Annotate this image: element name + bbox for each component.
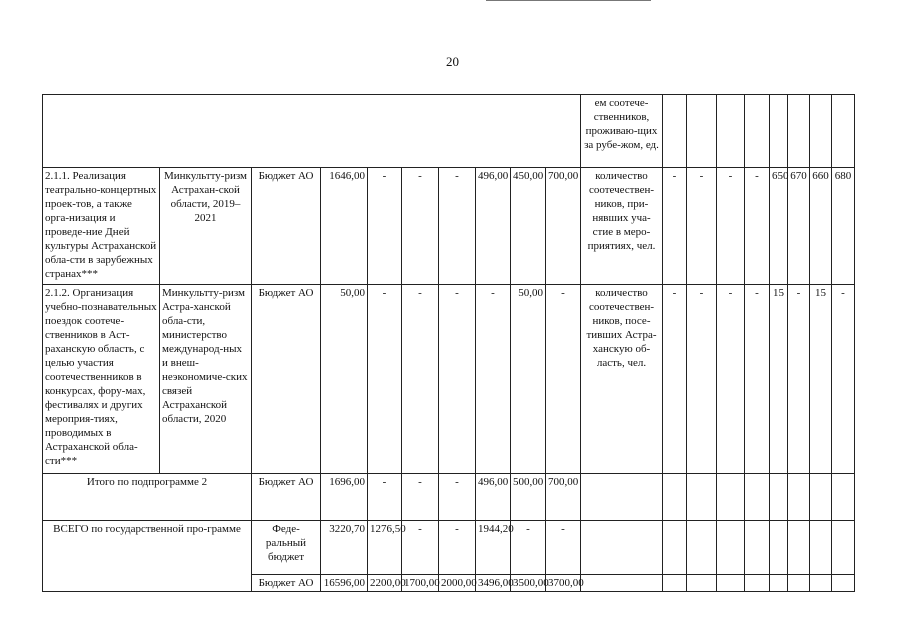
finance-total: 16596,00	[321, 575, 368, 592]
finance-total: 1696,00	[321, 474, 368, 521]
table-row	[43, 95, 855, 168]
finance-year: -	[402, 285, 439, 474]
finance-year: -	[402, 474, 439, 521]
source-cell: Бюджет АО	[252, 474, 321, 521]
finance-year: 50,00	[511, 285, 546, 474]
target-value: -	[788, 285, 810, 474]
table-row	[43, 285, 855, 474]
empty-cell	[687, 95, 717, 168]
empty-cell	[581, 575, 663, 592]
finance-year: 1944,20	[476, 521, 511, 575]
empty-cell	[788, 95, 810, 168]
finance-total: 50,00	[321, 285, 368, 474]
empty-cell	[745, 95, 770, 168]
empty-cell	[717, 95, 745, 168]
finance-year: -	[368, 474, 402, 521]
empty-cell	[770, 575, 788, 592]
empty-cell	[832, 575, 855, 592]
finance-year: -	[402, 521, 439, 575]
program-table	[42, 94, 855, 592]
target-value: 15	[810, 285, 832, 474]
measure-name: 2.1.2. Организация учебно-познавательных поездок соотече-ственников в Аст-раханскую область, с целью участия соотечественников в конкурсах, фору-мах, фестивалях и других мероприя-тиях, проводимых в Астраханской обла-сти***	[43, 285, 160, 474]
finance-year: -	[439, 168, 476, 285]
empty-cell	[770, 95, 788, 168]
finance-total: 3220,70	[321, 521, 368, 575]
target-value: -	[745, 168, 770, 285]
finance-year: 2000,00	[439, 575, 476, 592]
executor-cell: Минкультту-ризм Астра-ханской обла-сти, министерство международ-ных и внеш-неэкономиче-ских связей Астраханской области, 2020	[160, 285, 252, 474]
target-value: -	[832, 285, 855, 474]
finance-year: 496,00	[476, 474, 511, 521]
finance-year: 1700,00	[402, 575, 439, 592]
finance-year: 500,00	[511, 474, 546, 521]
target-value: -	[663, 285, 687, 474]
finance-year: -	[402, 168, 439, 285]
target-value: 660	[810, 168, 832, 285]
target-value: -	[717, 168, 745, 285]
finance-year: -	[439, 521, 476, 575]
empty-cell	[687, 521, 717, 575]
empty-cell	[745, 575, 770, 592]
empty-cell	[687, 474, 717, 521]
empty-cell	[770, 521, 788, 575]
target-value: -	[687, 285, 717, 474]
empty-cell	[717, 474, 745, 521]
empty-cell	[788, 474, 810, 521]
empty-cell	[663, 521, 687, 575]
target-value: -	[717, 285, 745, 474]
page-number: 20	[446, 54, 459, 69]
finance-year: -	[368, 168, 402, 285]
finance-year: -	[476, 285, 511, 474]
finance-year: 450,00	[511, 168, 546, 285]
header-rule	[486, 0, 651, 3]
empty-cell	[581, 521, 663, 575]
target-value: 15	[770, 285, 788, 474]
source-cell: Бюджет АО	[252, 285, 321, 474]
indicator-cell: количество соотечествен-ников, при-нявших уча-стие в меро-приятиях, чел.	[581, 168, 663, 285]
finance-year: -	[511, 521, 546, 575]
empty-cell	[810, 521, 832, 575]
finance-year: 700,00	[546, 474, 581, 521]
grand-total-label: ВСЕГО по государственной про-грамме	[43, 521, 252, 592]
empty-cell	[717, 521, 745, 575]
empty-cell	[745, 474, 770, 521]
empty-cell	[770, 474, 788, 521]
measure-name: 2.1.1. Реализация театрально-концертных проек-тов, а также орга-низация и проведе-ние Дней культуры Астраханской обла-сти в зарубежных странах***	[43, 168, 160, 285]
finance-year: 3700,00	[546, 575, 581, 592]
finance-year: 3500,00	[511, 575, 546, 592]
source-cell: Бюджет АО	[252, 575, 321, 592]
finance-year: -	[439, 474, 476, 521]
finance-year: -	[439, 285, 476, 474]
empty-cell	[810, 474, 832, 521]
total-row-federal	[43, 521, 855, 575]
empty-cell	[832, 521, 855, 575]
empty-cell	[832, 95, 855, 168]
empty-cell	[810, 95, 832, 168]
empty-cell	[788, 575, 810, 592]
target-value: 670	[788, 168, 810, 285]
empty-cell	[788, 521, 810, 575]
empty-cell	[663, 95, 687, 168]
source-cell: Бюджет АО	[252, 168, 321, 285]
finance-year: -	[368, 285, 402, 474]
target-value: 650	[770, 168, 788, 285]
empty-cell	[663, 474, 687, 521]
table-row	[43, 168, 855, 285]
finance-year: 2200,00	[368, 575, 402, 592]
finance-year: -	[546, 285, 581, 474]
indicator-cell: количество соотечествен-ников, посе-тивших Астра-ханскую об-ласть, чел.	[581, 285, 663, 474]
finance-year: 1276,50	[368, 521, 402, 575]
empty-cell	[663, 575, 687, 592]
executor-cell: Минкультту-ризм Астрахан-ской области, 2019–2021	[160, 168, 252, 285]
empty-cell	[581, 474, 663, 521]
finance-year: 3496,00	[476, 575, 511, 592]
target-value: -	[687, 168, 717, 285]
source-cell: Феде-ральный бюджет	[252, 521, 321, 575]
empty-cell	[810, 575, 832, 592]
finance-year: -	[546, 521, 581, 575]
finance-year: 700,00	[546, 168, 581, 285]
empty-cell	[745, 521, 770, 575]
subtotal-row	[43, 474, 855, 521]
target-value: 680	[832, 168, 855, 285]
target-value: -	[745, 285, 770, 474]
finance-year: 496,00	[476, 168, 511, 285]
target-value: -	[663, 168, 687, 285]
empty-cell	[717, 575, 745, 592]
empty-cell	[43, 95, 581, 168]
empty-cell	[832, 474, 855, 521]
indicator-cell: ем соотече-ственников, проживаю-щих за рубе-жом, ед.	[581, 95, 663, 168]
finance-total: 1646,00	[321, 168, 368, 285]
empty-cell	[687, 575, 717, 592]
subtotal-label: Итого по подпрограмме 2	[43, 474, 252, 521]
